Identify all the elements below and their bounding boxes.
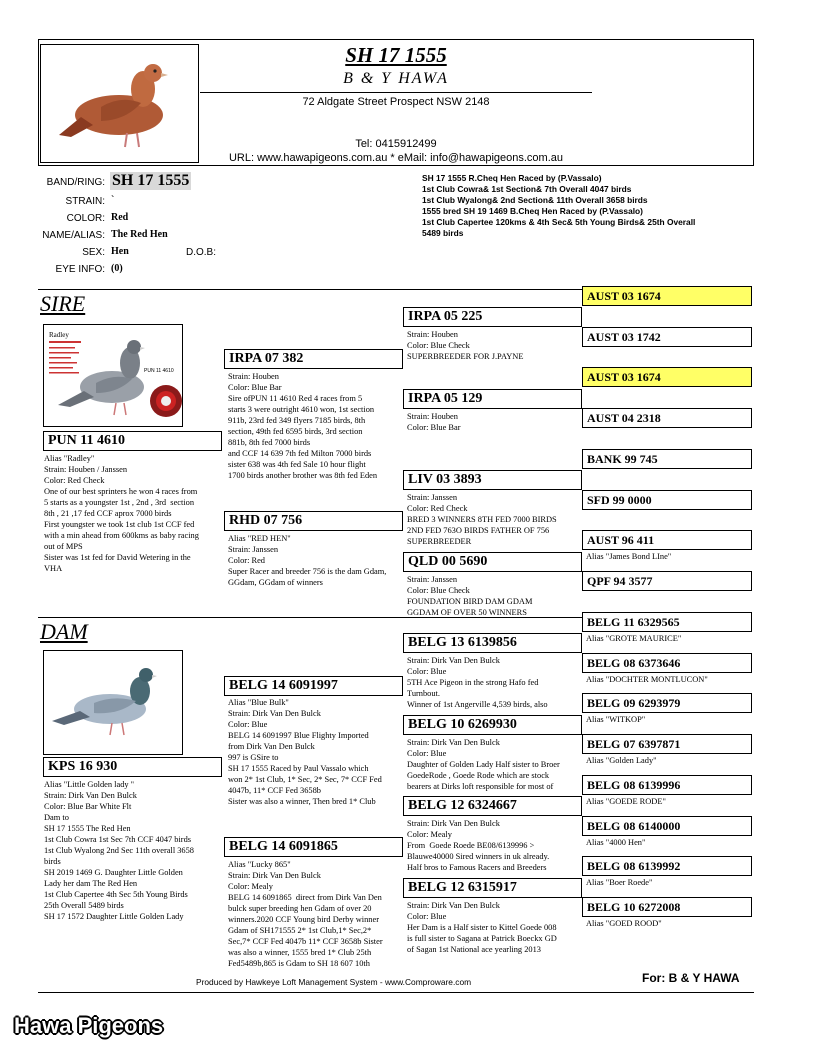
desc-line: section, 49th fed 6595 birds, 3rd section — [228, 427, 363, 436]
g4-ring[interactable]: QPF 94 3577 — [582, 571, 752, 591]
desc-line: SH 2019 1469 G. Daughter Little Golden — [44, 868, 183, 877]
sire-photo-ring: PUN 11 4610 — [144, 368, 174, 374]
grandparent-ring[interactable]: BELG 14 6091865 — [224, 837, 403, 857]
desc-line: Color: Blue — [407, 749, 447, 758]
desc-line: Gdam of SH171555 2* 1st Club,1* Sec,2* — [228, 926, 372, 935]
race-notes — [422, 173, 752, 239]
loft-web: URL: www.hawapigeons.com.au * eMail: info@hawapigeons.com.au — [228, 152, 563, 164]
desc-line: Alias "Blue Bulk" — [228, 698, 289, 707]
for-label: For: B & Y HAWA — [642, 971, 740, 985]
name-label: NAME/ALIAS: — [42, 230, 105, 241]
desc-line: Winner of 1st Angerville 4,539 birds, also — [407, 700, 548, 709]
desc-line: SUPERBREEDER FOR J.PAYNE — [407, 352, 524, 361]
desc-line: Strain: Dirk Van Den Bulck — [407, 656, 500, 665]
desc-line: Blauwe40000 Sired winners in uk already. — [407, 852, 550, 861]
great-grandparent-ring[interactable]: BELG 12 6324667 — [403, 796, 582, 816]
grandparent-description — [228, 371, 404, 493]
name-value: The Red Hen — [111, 229, 168, 240]
dam-heading: DAM — [40, 619, 88, 644]
desc-line: Super Racer and breeder 756 is the dam Gdam, — [228, 567, 387, 576]
desc-line: Strain: Houben / Janssen — [44, 465, 128, 474]
desc-line: Strain: Dirk Van Den Bulck — [407, 901, 500, 910]
g4-alias: Alias "Golden Lady" — [586, 756, 657, 765]
g4-alias: Alias "Boer Roede" — [586, 878, 653, 887]
g4-ring[interactable]: AUST 03 1674 — [582, 286, 752, 306]
grandparent-ring[interactable]: BELG 14 6091997 — [224, 676, 403, 696]
desc-line: Strain: Janssen — [407, 493, 458, 502]
desc-line: SH 17 1555 The Red Hen — [44, 824, 131, 833]
desc-line: 1st Club Capertee 4th Sec 5th Young Birds — [44, 890, 188, 899]
grandparent-description — [228, 697, 404, 819]
desc-line: Daughter of Golden Lady Half sister to Broer — [407, 760, 560, 769]
g4-ring[interactable]: BELG 08 6373646 — [582, 653, 752, 673]
desc-line: from Dirk Van Den Bulck — [228, 742, 315, 751]
g4-ring[interactable]: AUST 03 1742 — [582, 327, 752, 347]
g4-alias: Alias "GROTE MAURICE" — [586, 634, 682, 643]
desc-line: won 2* 1st Club, 1* Sec, 2* Sec, 7* CCF Fed — [228, 775, 382, 784]
great-grandparent-description — [407, 492, 581, 550]
g4-alias: Alias "DOCHTER MONTLUCON" — [586, 675, 708, 684]
desc-line: Alias "Little Golden lady " — [44, 780, 135, 789]
desc-line: Color: Blue Bar White Flt — [44, 802, 132, 811]
desc-line: SH 17 1555 Raced by Paul Vassalo which — [228, 764, 369, 773]
desc-line: From Goede Roede BE08/6139996 > — [407, 841, 535, 850]
desc-line: Color: Blue — [228, 720, 268, 729]
desc-line: BRED 3 WINNERS 8TH FED 7000 BIRDS — [407, 515, 557, 524]
desc-line: First youngster we took 1st club 1st CCF fed — [44, 520, 195, 529]
desc-line: birds — [44, 857, 61, 866]
desc-line: Color: Mealy — [407, 830, 452, 839]
page-title: SH 17 1555 — [345, 43, 447, 67]
desc-line: Fed5489b,865 is Gdam to SH 18 607 10th — [228, 959, 370, 968]
desc-line: 1700 birds another brother was 8th fed Eden — [228, 471, 378, 480]
desc-line: Strain: Dirk Van Den Bulck — [407, 819, 500, 828]
color-label: COLOR: — [66, 213, 105, 224]
desc-line: Color: Blue — [407, 912, 447, 921]
desc-line: SUPERBREEDER — [407, 537, 472, 546]
desc-line: Turnbout. — [407, 689, 440, 698]
g4-ring[interactable]: BANK 99 745 — [582, 449, 752, 469]
great-grandparent-description — [407, 411, 581, 435]
desc-line: winners.2020 CCF Young bird Derby winner — [228, 915, 379, 924]
desc-line: 5TH Ace Pigeon in the strong Hafo fed — [407, 678, 539, 687]
g4-alias: Alias "4000 Hen" — [586, 838, 646, 847]
sire-divider — [38, 289, 582, 290]
g4-ring[interactable]: SFD 99 0000 — [582, 490, 752, 510]
note-line: 1st Club Capertee 120kms & 4th Sec& 5th Young Birds& 25th Overall — [422, 217, 696, 227]
eye-label: EYE INFO: — [55, 264, 105, 275]
grandparent-ring[interactable]: RHD 07 756 — [224, 511, 403, 531]
g4-ring[interactable]: BELG 07 6397871 — [582, 734, 752, 754]
strain-label: STRAIN: — [65, 196, 105, 207]
g4-ring[interactable]: BELG 10 6272008 — [582, 897, 752, 917]
desc-line: Color: Mealy — [228, 882, 273, 891]
note-line: 5489 birds — [422, 228, 464, 238]
band-value: SH 17 1555 — [112, 172, 190, 189]
desc-line: Color: Blue Check — [407, 341, 470, 350]
desc-line: starts 3 were outright 4610 won, 1st section — [228, 405, 375, 414]
loft-address: 72 Aldgate Street Prospect NSW 2148 — [302, 96, 490, 108]
g4-ring[interactable]: BELG 08 6139992 — [582, 856, 752, 876]
grandparent-description — [228, 533, 404, 593]
desc-line: 4047b, 11* CCF Fed 3658b — [228, 786, 321, 795]
desc-line: Color: Blue Check — [407, 586, 470, 595]
desc-line: 881b, 8th fed 7000 birds — [228, 438, 311, 447]
produced-by: Produced by Hawkeye Loft Management System - www.Comproware.com — [196, 977, 472, 987]
desc-line: GGdam, GGdam of winners — [228, 578, 323, 587]
great-grandparent-description — [407, 329, 581, 365]
desc-line: Strain: Houben — [228, 372, 279, 381]
dam-description — [44, 779, 224, 939]
title-divider — [200, 92, 592, 93]
desc-line: with a min ahead from 600kms as baby racing — [44, 531, 199, 540]
g4-ring[interactable]: AUST 96 411 — [582, 530, 752, 550]
desc-line: BELG 14 6091865 direct from Dirk Van Den — [228, 893, 382, 902]
g4-ring[interactable]: AUST 04 2318 — [582, 408, 752, 428]
desc-line: Color: Blue Bar — [407, 423, 461, 432]
desc-line: Color: Blue — [407, 667, 447, 676]
great-grandparent-ring[interactable]: IRPA 05 225 — [403, 307, 582, 327]
note-line: 1555 bred SH 19 1469 B.Cheq Hen Raced by (P.Vassalo) — [422, 206, 643, 216]
desc-line: GGDAM OF OVER 50 WINNERS — [407, 608, 527, 617]
desc-line: Alias "RED HEN" — [228, 534, 291, 543]
sire-photo — [43, 324, 183, 427]
desc-line: Strain: Dirk Van Den Bulck — [228, 871, 321, 880]
desc-line: 997 is GSire to — [228, 753, 279, 762]
great-grandparent-ring[interactable]: QLD 00 5690 — [403, 552, 582, 572]
dam-photo — [43, 650, 183, 755]
band-label: BAND/RING: — [46, 177, 105, 188]
sex-label: SEX: — [82, 247, 105, 258]
brand-watermark: Hawa Pigeons — [14, 1013, 164, 1038]
desc-line: bulck super breeding hen Gdam of over 20 — [228, 904, 372, 913]
footer-divider — [38, 992, 754, 993]
eye-value: (0) — [111, 263, 123, 274]
desc-line: Alias "Radley" — [44, 454, 95, 463]
desc-line: Sister was also a winner, Then bred 1* Club — [228, 797, 376, 806]
desc-line: FOUNDATION BIRD DAM GDAM — [407, 597, 533, 606]
great-grandparent-description — [407, 737, 581, 795]
desc-line: sister 638 was 4th fed Sale 10 hour flight — [228, 460, 366, 469]
desc-line: 2ND FED 763O BIRDS FATHER OF 756 — [407, 526, 550, 535]
great-grandparent-description — [407, 818, 581, 876]
sire-ring[interactable]: PUN 11 4610 — [43, 431, 222, 451]
dam-ring[interactable]: KPS 16 930 — [43, 757, 222, 777]
great-grandparent-ring[interactable]: LIV 03 3893 — [403, 470, 582, 490]
loft-name: B & Y HAWA — [343, 70, 449, 87]
grandparent-description — [228, 859, 404, 975]
desc-line: Strain: Dirk Van Den Bulck — [44, 791, 137, 800]
desc-line: Sister was 1st fed for David Wetering in the — [44, 553, 191, 562]
great-grandparent-ring[interactable]: BELG 12 6315917 — [403, 878, 582, 898]
g4-alias: Alias "GOED ROOD" — [586, 919, 662, 928]
desc-line: One of our best sprinters he won 4 races from — [44, 487, 198, 496]
desc-line: 8th , 21 ,17 fed CCF aprox 7000 birds — [44, 509, 172, 518]
loft-phone: Tel: 0415912499 — [355, 138, 437, 150]
great-grandparent-description — [407, 655, 581, 713]
desc-line: Strain: Dirk Van Den Bulck — [228, 709, 321, 718]
grandparent-ring[interactable]: IRPA 07 382 — [224, 349, 403, 369]
desc-line: Sire ofPUN 11 4610 Red 4 races from 5 — [228, 394, 363, 403]
desc-line: Alias "Lucky 865" — [228, 860, 291, 869]
g4-ring[interactable]: AUST 03 1674 — [582, 367, 752, 387]
desc-line: Color: Blue Bar — [228, 383, 282, 392]
g4-alias: Alias "James Bond LIne" — [586, 552, 672, 561]
desc-line: Her Dam is a Half sister to Kittel Goede 008 — [407, 923, 557, 932]
great-grandparent-description — [407, 900, 581, 962]
g4-alias: Alias "WITKOP" — [586, 715, 646, 724]
note-line: 1st Club Wyalong& 2nd Section& 11th Overall 3658 birds — [422, 195, 648, 205]
desc-line: Dam to — [44, 813, 69, 822]
desc-line: Strain: Dirk Van Den Bulck — [407, 738, 500, 747]
g4-ring[interactable]: BELG 09 6293979 — [582, 693, 752, 713]
desc-line: out of MPS — [44, 542, 83, 551]
main-bird-photo — [40, 44, 199, 163]
desc-line: 25th Overall 5489 birds — [44, 901, 124, 910]
desc-line: bearers at Dirks loft responsible for most of — [407, 782, 554, 791]
desc-line: GoedeRode , Goede Rode which are stock — [407, 771, 550, 780]
desc-line: Strain: Janssen — [407, 575, 458, 584]
color-value: Red — [111, 212, 129, 223]
desc-line: BELG 14 6091997 Blue Flighty Imported — [228, 731, 369, 740]
dob-label: D.O.B: — [186, 247, 217, 258]
strain-value: ` — [111, 195, 115, 206]
g4-ring[interactable]: BELG 08 6139996 — [582, 775, 752, 795]
desc-line: SH 17 1572 Daughter Little Golden Lady — [44, 912, 184, 921]
note-line: SH 17 1555 R.Cheq Hen Raced by (P.Vassalo) — [422, 173, 602, 183]
great-grandparent-ring[interactable]: BELG 10 6269930 — [403, 715, 582, 735]
desc-line: Color: Red Check — [407, 504, 468, 513]
desc-line: and CCF 14 639 7th fed Milton 7000 birds — [228, 449, 372, 458]
sex-value: Hen — [111, 246, 129, 257]
desc-line: Half bros to Famous Racers and Breeders — [407, 863, 547, 872]
sire-description — [44, 453, 224, 583]
desc-line: Strain: Houben — [407, 330, 458, 339]
sire-heading: SIRE — [40, 291, 86, 316]
desc-line: 911b, 23rd fed 349 flyers 7185 birds, 8th — [228, 416, 366, 425]
desc-line: Color: Red — [228, 556, 265, 565]
desc-line: 1st Club Wyalong 2nd Sec 11th overall 3658 — [44, 846, 194, 855]
sire-photo-caption: Radley — [49, 331, 69, 339]
desc-line: Strain: Janssen — [228, 545, 279, 554]
desc-line: Sec,7* CCF Fed 4047b 11* CCF 3658b Sister — [228, 937, 383, 946]
g4-ring[interactable]: BELG 08 6140000 — [582, 816, 752, 836]
desc-line: Color: Red Check — [44, 476, 105, 485]
desc-line: is full sister to Sagana at Patrick Boeckx GD — [407, 934, 557, 943]
great-grandparent-description — [407, 574, 581, 622]
desc-line: Lady her dam The Red Hen — [44, 879, 138, 888]
desc-line: was also a winner, 1555 bred 1* Club 25th — [228, 948, 372, 957]
great-grandparent-ring[interactable]: IRPA 05 129 — [403, 389, 582, 409]
great-grandparent-ring[interactable]: BELG 13 6139856 — [403, 633, 582, 653]
note-line: 1st Club Cowra& 1st Section& 7th Overall 4047 birds — [422, 184, 632, 194]
desc-line: Strain: Houben — [407, 412, 458, 421]
g4-alias: Alias "GOEDE RODE" — [586, 797, 666, 806]
desc-line: 1st Club Cowra 1st Sec 7th CCF 4047 birds — [44, 835, 192, 844]
desc-line: of Sagan 1st National ace yearling 2013 — [407, 945, 541, 954]
g4-ring[interactable]: BELG 11 6329565 — [582, 612, 752, 632]
desc-line: VHA — [44, 564, 63, 573]
desc-line: 5 starts as a youngster 1st , 2nd , 3rd section — [44, 498, 195, 507]
